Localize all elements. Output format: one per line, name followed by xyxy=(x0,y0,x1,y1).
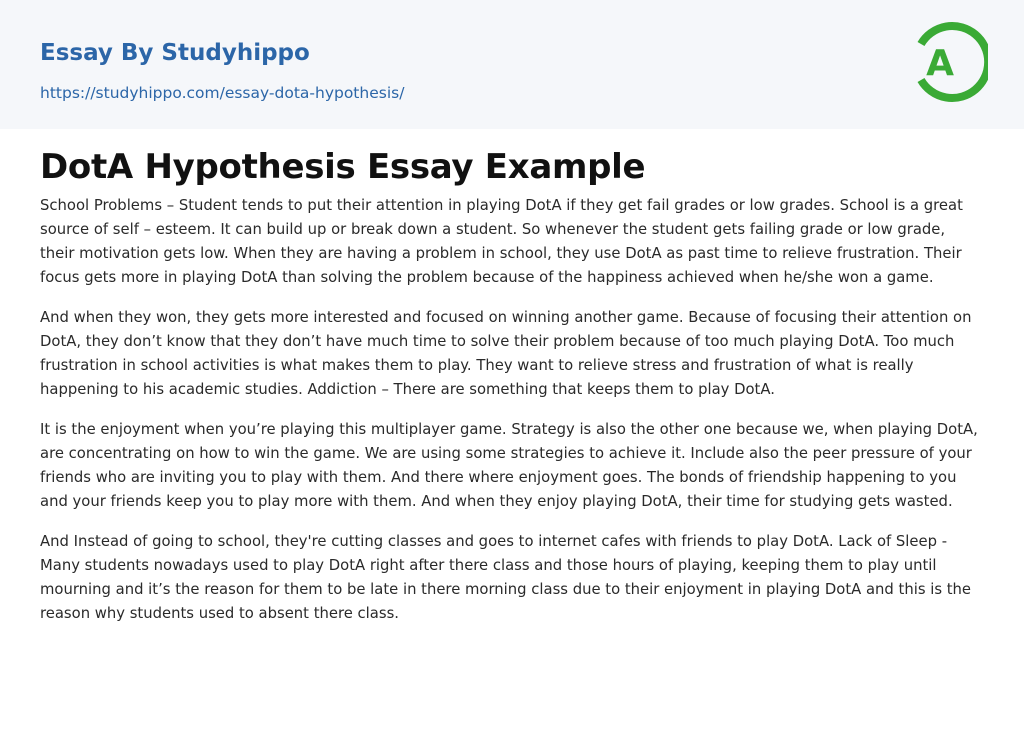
essay-paragraph: And when they won, they gets more interested and focused on winning another game. Because of focusing their attention on DotA, they don’t know that they don’t have much time to solve their problem because of too much playing DotA. Too much frustration in school activities is what makes them to play. They want to relieve stress and frustration of what is really happening to his academic studies. Addiction – There are something that keeps them to play DotA. xyxy=(40,309,972,398)
essay-paragraph: School Problems – Student tends to put their attention in playing DotA if they get fail grades or low grades. School is a great source of self – esteem. It can build up or break down a student. So whenever the student gets failing grade or low grade, their motivation gets low. When they are having a problem in school, they use DotA as past time to relieve frustration. Their focus gets more in playing DotA than solving the problem because of the happiness achieved when he/she won a game. xyxy=(40,197,963,286)
essay-url-link[interactable]: https://studyhippo.com/essay-dota-hypothesis/ xyxy=(40,84,405,102)
studyhippo-logo-icon[interactable] xyxy=(910,18,988,106)
essay-body xyxy=(40,194,984,642)
essay-paragraph: It is the enjoyment when you’re playing this multiplayer game. Strategy is also the other one because we, when playing DotA, are concentrating on how to win the game. We are using some strategies to achieve it. Include also the peer pressure of your friends who are inviting you to play with them. And there where enjoyment goes. The bonds of friendship happening to you and your friends keep you to play more with them. And when they enjoy playing DotA, their time for studying gets wasted. xyxy=(40,421,978,510)
logo-letter: A xyxy=(926,43,954,84)
essay-paragraph: And Instead of going to school, they're cutting classes and goes to internet cafes with friends to play DotA. Lack of Sleep - Many students nowadays used to play DotA right after there class and those hours of playing, keeping them to play until mourning and it’s the reason for them to be late in there morning class due to their enjoyment in playing DotA and this is the reason why students used to absent there class. xyxy=(40,533,972,622)
site-header xyxy=(0,0,1024,129)
site-brand[interactable]: Essay By Studyhippo xyxy=(40,40,310,66)
page-title: DotA Hypothesis Essay Example xyxy=(40,147,646,187)
